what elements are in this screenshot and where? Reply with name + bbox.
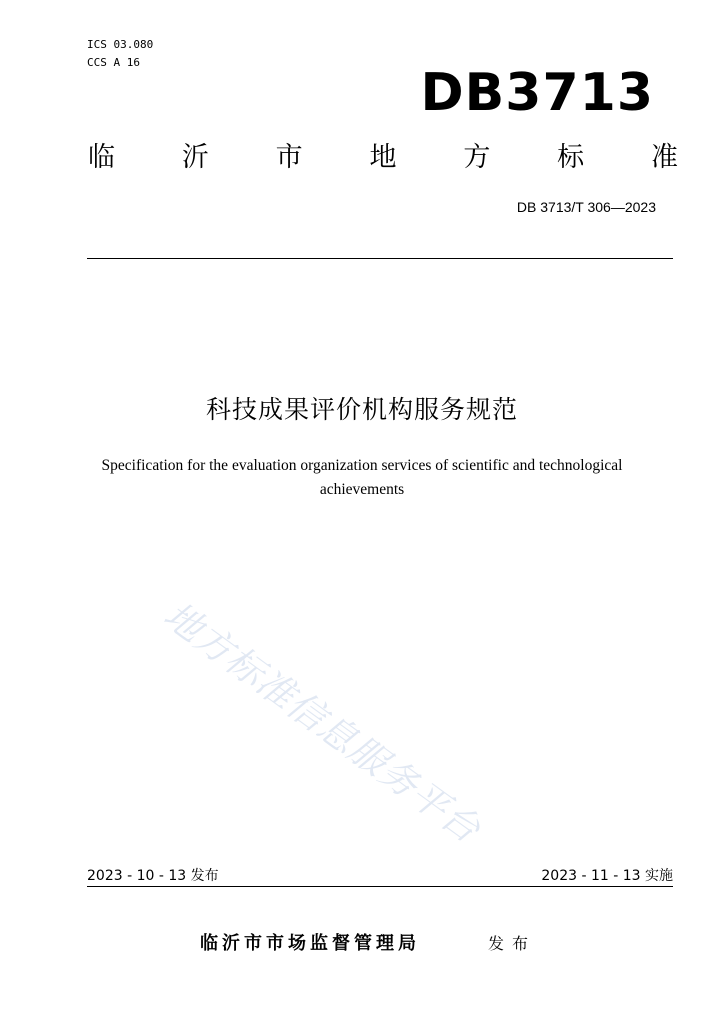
date-row [87, 866, 673, 886]
standard-number: DB 3713/T 306—2023 [516, 199, 656, 215]
top-divider [87, 258, 673, 259]
db-logo: DB3713 [420, 63, 654, 123]
classification-codes [87, 36, 153, 72]
standard-type-char: 地 [369, 142, 397, 173]
standard-type-char: 市 [275, 142, 303, 173]
publish-label: 发布 [488, 934, 537, 953]
publisher-name: 临沂市市场监督管理局 [200, 933, 420, 954]
ccs-code: CCS A 16 [87, 56, 140, 69]
standard-type-char: 标 [557, 142, 585, 173]
issue-date: 2023 - 10 - 13 发布 [87, 868, 219, 884]
standard-type-heading [88, 140, 678, 176]
standard-type-char: 沂 [181, 142, 209, 173]
standard-type-char: 准 [650, 142, 678, 173]
standard-type-char: 临 [88, 142, 115, 173]
implement-date: 2023 - 11 - 13 实施 [541, 868, 673, 884]
standard-type-char: 方 [463, 142, 491, 173]
title-english [62, 454, 662, 502]
watermark: 地方标准信息服务平台 [155, 593, 489, 852]
title-english-line1: Specification for the evaluation organization services of scientific and technological [101, 457, 623, 474]
bottom-divider [87, 886, 673, 887]
title-english-line2: achievements [319, 481, 405, 498]
title-chinese: 科技成果评价机构服务规范 [205, 395, 518, 424]
ics-code: ICS 03.080 [87, 38, 154, 51]
